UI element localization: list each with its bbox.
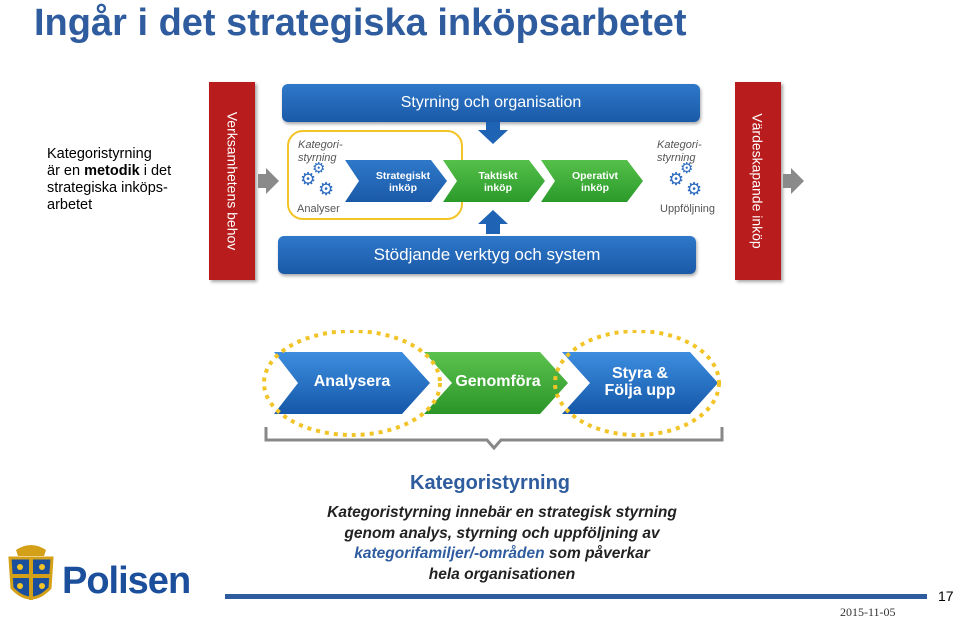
bottom-bar: Stödjande verktyg och system [278,236,696,274]
left-box-bottom: Analyser [297,203,340,215]
intro-line-1: Kategoristyrning [47,146,152,162]
right-vertical-bar: Värdeskapande inköp [735,82,781,280]
down-arrow-icon [478,122,508,144]
intro-line-3: strategiska inköps- [47,180,168,196]
step-label: Operativt inköp [571,170,619,194]
right-gray-arrow [783,168,804,194]
category-link-text: kategorifamiljer/-områden [354,545,545,562]
police-crest-logo [4,540,58,612]
gear-icon: ⚙ [680,160,694,177]
intro-line-4: arbetet [47,197,93,213]
gear-icon: ⚙ [668,169,685,189]
left-vertical-bar: Verksamhetens behov [209,82,255,280]
gear-icon: ⚙ [312,160,326,177]
step-genomfora-label: Genomföra [455,373,541,390]
gear-icon: ⚙ [300,169,317,189]
step-analysera-label: Analysera [313,373,391,390]
bottom-heading: Kategoristyrning [410,472,571,494]
bottom-description: Kategoristyrning innebär en strategisk styrning genom analys, styrning och uppföljning av kategorifamiljer/-områden som påverkar hela organisationen [327,504,677,583]
gear-icon: ⚙ [318,179,335,199]
right-box-label: Kategori- styrning [657,139,702,164]
step-label: Strategiskt inköp [375,170,431,194]
brace [266,427,722,448]
step-styra-label: Styra & Följa upp [604,365,676,399]
footer-line [225,594,927,599]
gear-icon: ⚙ [686,179,703,199]
left-gray-arrow [258,168,279,194]
intro-text [47,146,197,214]
polisen-logo-text: Polisen [62,560,191,602]
footer-date: 2015-11-05 [840,605,896,619]
right-box-bottom: Uppföljning [660,203,716,215]
page-title: Ingår i det strategiska inköpsarbetet [34,2,687,44]
up-arrow-icon [478,210,508,234]
top-bar: Styrning och organisation [282,84,700,122]
intro-bold: metodik [84,163,140,179]
left-box-label: Kategori- styrning [298,139,343,164]
step-label: Taktiskt inköp [478,170,518,194]
page-number: 17 [938,588,954,604]
intro-line-2: är en metodik i det [47,163,172,179]
